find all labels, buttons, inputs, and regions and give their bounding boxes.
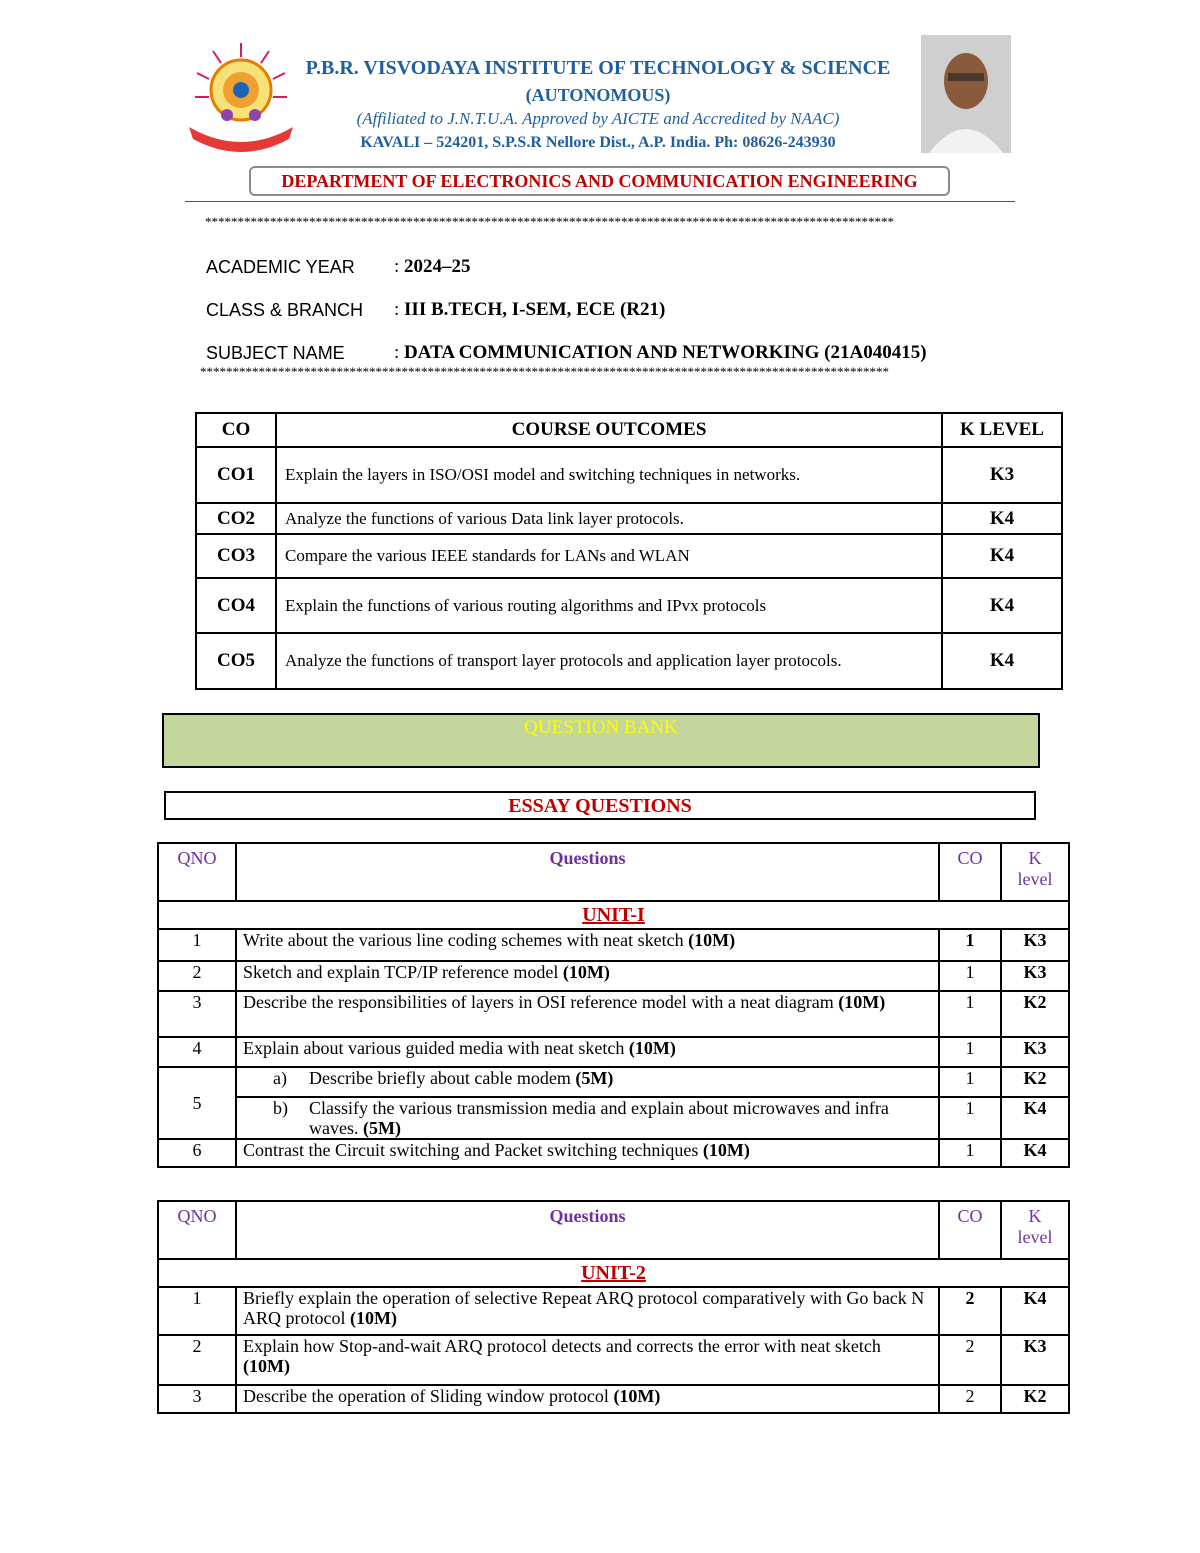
essay-questions-title: ESSAY QUESTIONS (164, 791, 1036, 820)
co-code: CO1 (196, 447, 276, 503)
question-co: 1 (939, 1139, 1001, 1167)
academic-year-value: : 2024–25 (394, 256, 471, 277)
question-k-level: K3 (1001, 1335, 1069, 1385)
table-row (158, 991, 1069, 1037)
question-k-level: K2 (1001, 1385, 1069, 1413)
question-text: Write about the various line coding schemes with neat sketch (10M) (236, 929, 939, 961)
question-text: b) Classify the various transmission media and explain about microwaves and infra waves. (5M) (236, 1097, 939, 1139)
k-level-header: K level (1001, 843, 1069, 901)
table-row (158, 929, 1069, 961)
unit-title: UNIT-I (158, 901, 1069, 929)
class-branch-value: : III B.TECH, I-SEM, ECE (R21) (394, 299, 666, 320)
subject-name-value: : DATA COMMUNICATION AND NETWORKING (21A040415) (394, 342, 927, 363)
institute-address: KAVALI – 524201, S.P.S.R Nellore Dist., A.P. India. Ph: 08626-243930 (360, 134, 836, 151)
co-k-level: K4 (942, 633, 1062, 689)
question-number: 1 (158, 929, 236, 961)
institute-autonomous: (AUTONOMOUS) (525, 85, 671, 105)
subject-name-label: SUBJECT NAME (206, 343, 345, 363)
table-row (196, 578, 1062, 633)
divider (185, 201, 1015, 202)
star-divider: ********************************************************************************************************** (205, 214, 894, 229)
questions-header: Questions (236, 1201, 939, 1259)
co-description: Explain the layers in ISO/OSI model and switching techniques in networks. (276, 447, 942, 503)
question-text: Describe the operation of Sliding window protocol (10M) (236, 1385, 939, 1413)
co-header: CO (939, 1201, 1001, 1259)
question-k-level: K3 (1001, 1037, 1069, 1067)
co-description: Analyze the functions of various Data link layer protocols. (276, 503, 942, 534)
co-k-level: K3 (942, 447, 1062, 503)
founder-photo (921, 35, 1011, 153)
department-banner: DEPARTMENT OF ELECTRONICS AND COMMUNICATION ENGINEERING (249, 166, 950, 196)
question-number: 2 (158, 1335, 236, 1385)
qno-header: QNO (158, 843, 236, 901)
table-row (196, 534, 1062, 578)
question-co: 1 (939, 1037, 1001, 1067)
question-k-level: K2 (1001, 991, 1069, 1037)
unit-1-questions-table (157, 842, 1070, 1168)
question-number: 3 (158, 1385, 236, 1413)
question-co: 2 (939, 1287, 1001, 1335)
k-level-header: K LEVEL (942, 413, 1062, 447)
table-row (158, 961, 1069, 991)
table-row (158, 1097, 1069, 1139)
question-k-level: K3 (1001, 929, 1069, 961)
question-co: 2 (939, 1385, 1001, 1413)
unit-title: UNIT-2 (158, 1259, 1069, 1287)
course-outcomes-header: COURSE OUTCOMES (276, 413, 942, 447)
question-k-level: K4 (1001, 1287, 1069, 1335)
question-number: 2 (158, 961, 236, 991)
co-code: CO3 (196, 534, 276, 578)
questions-header: Questions (236, 843, 939, 901)
class-branch-label: CLASS & BRANCH (206, 300, 364, 320)
question-co: 2 (939, 1335, 1001, 1385)
question-bank-banner: QUESTION BANK (162, 713, 1040, 768)
question-co: 1 (939, 1097, 1001, 1139)
table-row (196, 447, 1062, 503)
course-outcomes-table (195, 412, 1063, 690)
question-number: 4 (158, 1037, 236, 1067)
table-row (158, 1287, 1069, 1335)
question-k-level: K2 (1001, 1067, 1069, 1097)
table-row (158, 1335, 1069, 1385)
table-row (196, 633, 1062, 689)
question-number: 3 (158, 991, 236, 1037)
question-text: Explain how Stop-and-wait ARQ protocol detects and corrects the error with neat sketch (10M) (236, 1335, 939, 1385)
question-co: 1 (939, 991, 1001, 1037)
institute-name: P.B.R. VISVODAYA INSTITUTE OF TECHNOLOGY & SCIENCE (305, 57, 891, 79)
table-row (158, 1385, 1069, 1413)
co-code: CO5 (196, 633, 276, 689)
question-text: Explain about various guided media with neat sketch (10M) (236, 1037, 939, 1067)
co-description: Explain the functions of various routing algorithms and IPvx protocols (276, 578, 942, 633)
institute-affiliation: (Affiliated to J.N.T.U.A. Approved by AICTE and Accredited by NAAC) (356, 109, 840, 128)
institute-logo (185, 35, 297, 153)
qno-header: QNO (158, 1201, 236, 1259)
question-k-level: K3 (1001, 961, 1069, 991)
question-k-level: K4 (1001, 1097, 1069, 1139)
question-text: Briefly explain the operation of selective Repeat ARQ protocol comparatively with Go back N ARQ protocol (10M) (236, 1287, 939, 1335)
co-k-level: K4 (942, 534, 1062, 578)
co-code: CO4 (196, 578, 276, 633)
co-k-level: K4 (942, 578, 1062, 633)
question-text: Sketch and explain TCP/IP reference model (10M) (236, 961, 939, 991)
question-k-level: K4 (1001, 1139, 1069, 1167)
star-divider: ********************************************************************************************************** (200, 364, 889, 379)
table-row (196, 503, 1062, 534)
co-k-level: K4 (942, 503, 1062, 534)
co-header: CO (939, 843, 1001, 901)
question-number: 5 (158, 1067, 236, 1139)
question-text: Contrast the Circuit switching and Packet switching techniques (10M) (236, 1139, 939, 1167)
question-co: 1 (939, 961, 1001, 991)
question-text: Describe the responsibilities of layers in OSI reference model with a neat diagram (10M) (236, 991, 939, 1037)
co-code: CO2 (196, 503, 276, 534)
co-description: Analyze the functions of transport layer protocols and application layer protocols. (276, 633, 942, 689)
co-description: Compare the various IEEE standards for LANs and WLAN (276, 534, 942, 578)
table-row (158, 1037, 1069, 1067)
co-header: CO (196, 413, 276, 447)
table-row (158, 1139, 1069, 1167)
question-co: 1 (939, 1067, 1001, 1097)
academic-year-label: ACADEMIC YEAR (206, 257, 355, 277)
question-co: 1 (939, 929, 1001, 961)
question-number: 1 (158, 1287, 236, 1335)
unit-2-questions-table (157, 1200, 1070, 1414)
table-row (158, 1067, 1069, 1097)
k-level-header: K level (1001, 1201, 1069, 1259)
question-number: 6 (158, 1139, 236, 1167)
question-text: a) Describe briefly about cable modem (5M) (236, 1067, 939, 1097)
